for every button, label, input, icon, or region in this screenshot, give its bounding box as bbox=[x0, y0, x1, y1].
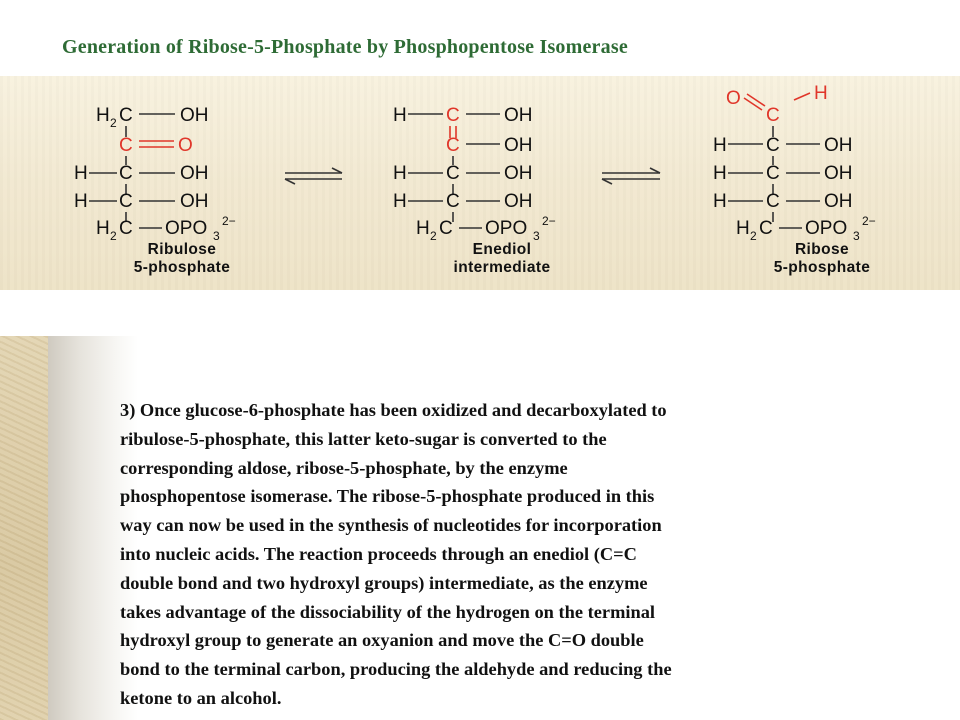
atom: C bbox=[759, 218, 773, 239]
compound-label: 5-phosphate bbox=[773, 259, 871, 276]
subscript: 3 bbox=[213, 229, 220, 243]
ribose-5-phosphate-structure bbox=[713, 83, 876, 276]
atom: H bbox=[74, 163, 88, 184]
atom: C bbox=[766, 163, 780, 184]
atom: C bbox=[119, 105, 133, 126]
subscript: 2 bbox=[110, 116, 117, 130]
atom: OH bbox=[824, 135, 853, 156]
atom: OPO bbox=[805, 218, 848, 239]
atom: C bbox=[119, 191, 133, 212]
atom: H bbox=[74, 191, 88, 212]
compound-label: Ribose bbox=[794, 241, 850, 258]
atom: OH bbox=[504, 163, 533, 184]
atom: H bbox=[393, 163, 407, 184]
atom-red: H bbox=[814, 83, 828, 104]
reaction-diagram bbox=[0, 76, 960, 290]
atom: H bbox=[393, 191, 407, 212]
charge: 2− bbox=[542, 214, 556, 228]
atom: H bbox=[736, 218, 750, 239]
atom: H bbox=[713, 135, 727, 156]
atom: OH bbox=[504, 105, 533, 126]
atom: C bbox=[766, 135, 780, 156]
compound-label: intermediate bbox=[453, 259, 551, 276]
atom: C bbox=[119, 218, 133, 239]
body-paragraph: 3) Once glucose-6-phosphate has been oxidized and decarboxylated to ribulose-5-phosphate, this latter keto-sugar is converted to the corresponding aldose, ribose-5-phosphate, by the enzyme phosphopentose isomerase. The ribose-5-phosphate produced in this way can now be used in the synthesis of nucleotides for incorporation into nucleic acids. The reaction proceeds through an enediol (C=C double bond and two hydroxyl groups) intermediate, as the enzyme takes advantage of the dissociability of the hydrogen on the terminal hydroxyl group to generate an oxyanion and move the C=O double bond to the terminal carbon, producing the aldehyde and reducing the ketone to an alcohol. bbox=[120, 400, 672, 708]
atom: OH bbox=[504, 135, 533, 156]
atom: C bbox=[766, 191, 780, 212]
atom: OH bbox=[180, 105, 209, 126]
atom-red: C bbox=[446, 105, 460, 126]
atom: C bbox=[439, 218, 453, 239]
atom: C bbox=[446, 163, 460, 184]
subscript: 3 bbox=[533, 229, 540, 243]
compound-label: Enediol bbox=[472, 241, 532, 258]
atom: C bbox=[119, 163, 133, 184]
atom: H bbox=[713, 191, 727, 212]
atom-red: C bbox=[119, 135, 133, 156]
compound-label: Ribulose bbox=[147, 241, 217, 258]
subscript: 2 bbox=[430, 229, 437, 243]
subscript: 3 bbox=[853, 229, 860, 243]
atom: OH bbox=[824, 191, 853, 212]
ribulose-5-phosphate-structure bbox=[74, 105, 236, 276]
atom-red: C bbox=[446, 135, 460, 156]
equilibrium-arrow bbox=[602, 168, 660, 184]
charge: 2− bbox=[222, 214, 236, 228]
atom: H bbox=[96, 218, 110, 239]
enediol-intermediate-structure bbox=[393, 105, 556, 276]
subscript: 2 bbox=[110, 229, 117, 243]
reaction-figure bbox=[0, 76, 960, 290]
atom: OH bbox=[180, 191, 209, 212]
atom: OH bbox=[824, 163, 853, 184]
atom: H bbox=[96, 105, 110, 126]
atom: C bbox=[446, 191, 460, 212]
subscript: 2 bbox=[750, 229, 757, 243]
atom-red: O bbox=[178, 135, 193, 156]
atom: H bbox=[393, 105, 407, 126]
atom: H bbox=[713, 163, 727, 184]
atom: OPO bbox=[165, 218, 208, 239]
compound-label: 5-phosphate bbox=[133, 259, 231, 276]
parchment-strip bbox=[0, 336, 48, 720]
atom: OPO bbox=[485, 218, 528, 239]
atom: OH bbox=[504, 191, 533, 212]
slide-title: Generation of Ribose-5-Phosphate by Phosphopentose Isomerase bbox=[62, 36, 628, 58]
atom-red: O bbox=[726, 88, 741, 109]
charge: 2− bbox=[862, 214, 876, 228]
atom: OH bbox=[180, 163, 209, 184]
equilibrium-arrow bbox=[285, 168, 342, 184]
atom-red: C bbox=[766, 105, 780, 126]
atom: H bbox=[416, 218, 430, 239]
